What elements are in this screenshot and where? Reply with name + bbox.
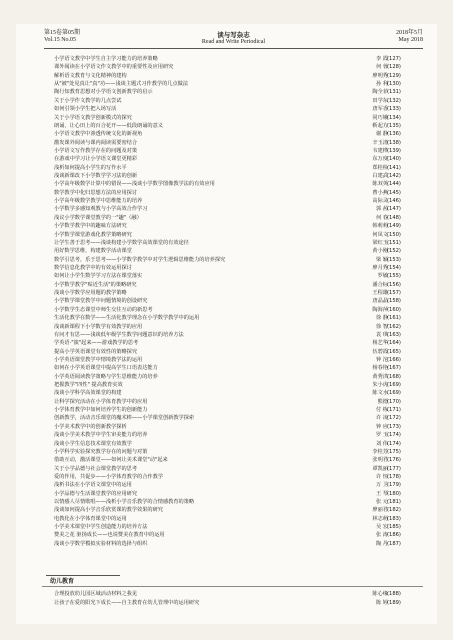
entry-page: (140) — [387, 156, 401, 163]
toc-entry — [54, 456, 423, 464]
entry-title: 浅谈新课程下小学数学有效教学的应用 — [54, 323, 143, 330]
toc-entry — [54, 406, 423, 414]
entry-author: 梁 颖 — [375, 256, 388, 263]
entry-title: 小学美术课堂中学生创造能力的培养方法 — [54, 524, 148, 531]
entry-title: 在游戏中学习让小学语文课堂更精彩 — [54, 156, 138, 163]
entry-author: 韩莉莉 — [372, 223, 388, 230]
entry-author: 林志萌 — [372, 515, 388, 522]
entry-page: (150) — [387, 231, 401, 238]
toc-entry — [54, 306, 423, 314]
entry-title: 提高小学英语课堂有效性的策略探究 — [54, 348, 138, 355]
entry-author: 万 卫 — [375, 482, 388, 489]
entry-author: 王程雄 — [372, 290, 388, 297]
toc-entry — [54, 297, 423, 305]
entry-title: 浅谈如何提高小学音乐欣赏课的教学效果的研究 — [54, 507, 163, 514]
entry-author: 同巧娥 — [372, 114, 388, 121]
entry-author: 郭 茜 — [375, 206, 388, 213]
entry-page: (134) — [387, 114, 401, 121]
journal-title — [44, 32, 423, 46]
entry-page: (136) — [387, 131, 401, 138]
entry-author: 张 元 — [375, 499, 388, 506]
entry-title: 赞美之花 驱扬成长——也说赞美在教育中的运用 — [54, 532, 165, 539]
entry-author: 田学东 — [372, 97, 388, 104]
entry-author: 廖月秀 — [372, 264, 388, 271]
section-heading: 幼儿教育 — [46, 575, 120, 588]
entry-page: (174) — [387, 432, 401, 439]
entry-author: 白建武 — [372, 173, 388, 180]
entry-author: 黄秀洪 — [372, 373, 388, 380]
entry-title: 小学体育教学中如何培养学生的创新能力 — [54, 407, 148, 414]
entry-page: (189) — [387, 600, 401, 606]
entry-author: 袁 琪 — [375, 331, 388, 338]
toc-entry — [54, 540, 423, 548]
entry-page: (170) — [387, 398, 401, 405]
entry-page: (172) — [387, 415, 401, 422]
journal-title-en: Read and Write Periodical — [201, 39, 266, 45]
entry-page: (185) — [387, 524, 401, 531]
toc-entry — [54, 448, 423, 456]
entry-title: 浅析如何提高小学生的写作水平 — [54, 164, 127, 171]
toc-entry — [54, 272, 423, 280]
toc-entry — [54, 88, 423, 96]
toc-entry — [54, 222, 423, 230]
entry-title: 小学数学生态课堂中师生交往互动的新思考 — [54, 306, 153, 313]
entry-author: 付 栋 — [375, 407, 388, 414]
entry-author: 陈心缘 — [372, 591, 388, 597]
toc-entry — [54, 414, 423, 422]
entry-title: 小学英语课堂教学中情境教学法的运用 — [54, 356, 143, 363]
page-header — [44, 30, 423, 46]
toc-entry — [54, 172, 423, 180]
entry-author: 吴 宏 — [375, 524, 388, 531]
entry-page: (128) — [387, 64, 401, 71]
entry-author: 东万度 — [372, 156, 388, 163]
toc-entry — [54, 423, 423, 431]
entry-page: (169) — [387, 390, 401, 397]
entry-author: 王 琴 — [375, 490, 388, 497]
entry-title: 让科学探究活动在小学体育教学中的应用 — [54, 398, 148, 405]
entry-page: (141) — [387, 164, 401, 171]
entry-author: 唐晶晶 — [372, 298, 388, 305]
section-table-of-contents — [54, 590, 423, 608]
entry-title: 小学数学多感知观教与小学高效合作学习 — [54, 206, 148, 213]
toc-entry — [54, 214, 423, 222]
entry-page: (176) — [387, 457, 401, 464]
entry-title: 合理投放幼儿园区域活动材料之我见 — [54, 591, 138, 597]
date-cn: 2018年5月 — [395, 30, 423, 36]
entry-page: (188) — [387, 591, 401, 597]
entry-title: 如何引领小学生把入场写活 — [54, 106, 117, 113]
entry-title: 课外阅读在小学语文作文教学中的重要性及应用研究 — [54, 64, 174, 71]
entry-author: 钟 应 — [375, 423, 388, 430]
toc-entry — [54, 398, 423, 406]
entry-title: 小学语文教学中渗透传统文化的新视角 — [54, 131, 143, 138]
entry-page: (174) — [387, 440, 401, 447]
entry-author: 唐军香 — [372, 106, 388, 113]
toc-entry — [54, 289, 423, 297]
entry-author: 徐 静 — [375, 315, 388, 322]
toc-entry — [54, 515, 423, 523]
entry-author: 张明君 — [372, 457, 388, 464]
issue-en: Vol.15 No.05 — [44, 37, 77, 43]
toc-entry — [54, 431, 423, 439]
entry-author: 钟 沱 — [375, 356, 388, 363]
toc-entry — [54, 256, 423, 264]
entry-author: 谢 静 — [375, 131, 388, 138]
entry-title: 数学信息化教学中的有效运用探讨 — [54, 264, 132, 271]
toc-entry — [54, 599, 423, 608]
toc-entry — [54, 498, 423, 506]
toc-entry — [54, 197, 423, 205]
toc-entry — [54, 139, 423, 147]
entry-page: (154) — [387, 264, 401, 271]
entry-author: 杨春艳 — [372, 365, 388, 372]
entry-author: 陈双英 — [372, 181, 388, 188]
toc-entry — [54, 389, 423, 397]
toc-entry — [54, 314, 423, 322]
entry-page: (127) — [387, 56, 401, 62]
toc-entry — [54, 348, 423, 356]
toc-entry — [54, 490, 423, 498]
entry-title: 解析语文教育与文化精神的建构 — [54, 72, 127, 79]
entry-title: 小学数学教学"贴近生活"的策略研究 — [54, 281, 137, 288]
toc-entry — [54, 506, 423, 514]
toc-entry — [54, 130, 423, 138]
toc-entry — [54, 381, 423, 389]
toc-entry — [54, 147, 423, 155]
entry-title: 陶行知教育思想对小学语文创新教学的启示 — [54, 89, 153, 96]
entry-page: (156) — [387, 281, 401, 288]
entry-page: (155) — [387, 273, 401, 280]
toc-entry — [54, 189, 423, 197]
toc-entry — [54, 523, 423, 531]
entry-author: 韦建桦 — [372, 147, 388, 154]
entry-page: (162) — [387, 323, 401, 330]
toc-entry — [54, 164, 423, 172]
entry-author: 孙 利 — [375, 81, 388, 88]
entry-page: (160) — [387, 306, 401, 313]
entry-page: (180) — [387, 490, 401, 497]
entry-author: 许 恒 — [375, 473, 388, 480]
entry-author: 陶全菲 — [372, 89, 388, 96]
entry-author: 何凤文 — [372, 231, 388, 238]
toc-entry — [54, 323, 423, 331]
toc-entry — [54, 356, 423, 364]
entry-title: 让学生善于思考——浅谈构建小学数学高效课堂的有效途径 — [54, 239, 189, 246]
entry-page: (146) — [387, 198, 401, 205]
entry-author: 罗敏 — [377, 273, 388, 280]
entry-author: 张 涛 — [375, 532, 388, 539]
date-en: May 2018 — [398, 37, 423, 43]
entry-page: (138) — [387, 139, 401, 146]
entry-page: (129) — [387, 72, 401, 79]
entry-page: (168) — [387, 373, 401, 380]
entry-author: 伍碧霞 — [372, 348, 388, 355]
entry-title: 学英语·"演"起来——游戏教学的思考 — [54, 340, 139, 347]
entry-title: 数学引思考，乐于思考——小学数学教学中对学生逻辑思维能力的培养探究 — [54, 256, 226, 263]
entry-page: (157) — [387, 290, 401, 297]
entry-title: 如何在小学英语课堂中提高学生口语表达能力 — [54, 365, 158, 372]
entry-page: (158) — [387, 298, 401, 305]
entry-page: (161) — [387, 315, 401, 322]
entry-author: 郑桂检 — [372, 164, 388, 171]
toc-entry — [54, 231, 423, 239]
toc-entry — [54, 97, 423, 105]
toc-entry — [54, 180, 423, 188]
entry-title: 浅议小学数学课堂教学的一"趣"（融） — [54, 214, 142, 221]
toc-entry — [54, 473, 423, 481]
entry-title: 浅谈小学科学高效课堂的构建 — [54, 390, 122, 397]
entry-title: 爱的作用，共促步——小学体育教学的合作教学 — [54, 473, 163, 480]
entry-title: 激发课外阅读与课内阅读需要密结合 — [54, 139, 138, 146]
entry-title: 小学英语阅读教学策略与学生思维能力的培养 — [54, 373, 158, 380]
entry-title: 浅析书法在小学语文课堂中的运用 — [54, 482, 132, 489]
entry-page: (148) — [387, 214, 401, 221]
entry-page: (133) — [387, 106, 401, 113]
entry-title: 浅谈小学数学模拟实验材料的选择与组织 — [54, 540, 148, 547]
entry-author: 廖明秀 — [372, 72, 388, 79]
entry-title: 创新教学，活动音乐课堂的魔术棒——小学课堂创新教学探索 — [54, 415, 195, 422]
entry-title: 浅谈小学数学应用题的教学策略 — [54, 290, 127, 297]
entry-page: (166) — [387, 356, 401, 363]
entry-title: 让孩子在爱的阳光下成长——自主教育在幼儿管理中的运用研究 — [54, 600, 200, 606]
entry-title: 小学数学教学中的趣味方法研究 — [54, 223, 127, 230]
entry-title: 数学教学中化归思想方法的应用探讨 — [54, 189, 138, 196]
toc-entry — [54, 55, 423, 63]
toc-entry — [54, 247, 423, 255]
toc-entry — [54, 440, 423, 448]
entry-page: (131) — [387, 89, 401, 96]
toc-entry — [54, 264, 423, 272]
table-of-contents — [54, 55, 423, 548]
entry-page: (151) — [387, 239, 401, 246]
entry-page: (169) — [387, 382, 401, 389]
entry-author: 李桂芳 — [372, 448, 388, 455]
toc-entry — [54, 331, 423, 339]
entry-author: 罗 玉 — [375, 432, 388, 439]
entry-title: 朗诵，让心田上的百合花开——低段朗诵的意义 — [54, 122, 163, 129]
entry-title: 生活化教学在数学——生活化教学理念在小学数学教学中的运用 — [54, 315, 200, 322]
entry-page: (182) — [387, 507, 401, 514]
entry-author: 刘 伟 — [375, 440, 388, 447]
entry-title: 小学高年级数学计算中的错误——浅谈小学数学图像教学法的有效应用 — [54, 181, 215, 188]
entry-author: 曹小燕 — [372, 189, 388, 196]
entry-title: 小学数学课堂游戏化教学策略研究 — [54, 231, 132, 238]
entry-title: 浅谈小学美术教学中学生审美能力的培养 — [54, 432, 148, 439]
section-divider — [42, 586, 423, 587]
entry-page: (142) — [387, 173, 401, 180]
entry-author: 梁红玉 — [372, 239, 388, 246]
entry-title: 浅谈小学生信息技术课堂有效教学 — [54, 440, 132, 447]
toc-entry — [54, 373, 423, 381]
entry-author: 杨艺华 — [372, 340, 388, 347]
entry-title: 以情感人尽情歌唱——浅析小学音乐教学的合情感教育的策略 — [54, 499, 195, 506]
entry-author: 谭凯丽 — [372, 465, 388, 472]
entry-author: 徐 智 — [375, 323, 388, 330]
entry-page: (132) — [387, 97, 401, 104]
entry-title: 小学高年级数学教学中思维能力的培养 — [54, 198, 143, 205]
entry-page: (164) — [387, 340, 401, 347]
toc-entry — [54, 465, 423, 473]
toc-entry — [54, 281, 423, 289]
toc-entry — [54, 105, 423, 113]
toc-entry — [54, 122, 423, 130]
toc-entry — [54, 205, 423, 213]
entry-author: 靳起方 — [372, 122, 388, 129]
entry-page: (130) — [387, 81, 401, 88]
toc-entry — [54, 80, 423, 88]
entry-title: 关于小学语文教学创新模式的探究 — [54, 114, 132, 121]
entry-title: 小学数学课堂教学中问题情境的创设研究 — [54, 298, 148, 305]
entry-page: (173) — [387, 423, 401, 430]
entry-page: (135) — [387, 122, 401, 129]
toc-entry — [54, 481, 423, 489]
entry-title: 关于小学作文教学的几点尝试 — [54, 97, 122, 104]
entry-title: 小学美术教学中的创新教学探析 — [54, 423, 127, 430]
entry-author: 朱小虎 — [372, 382, 388, 389]
entry-author: 何 蓉 — [375, 64, 388, 71]
issue-cn: 第15卷第05期 — [44, 30, 81, 36]
journal-title-cn: 读与写杂志 — [217, 31, 250, 39]
toc-entry — [54, 63, 423, 71]
entry-title: 电教化在小学体育课堂中的运用 — [54, 515, 127, 522]
toc-entry — [54, 114, 423, 122]
entry-title: 浅谈新课改下小学数学学习法的创新 — [54, 173, 138, 180]
entry-page: (144) — [387, 181, 401, 188]
entry-author: 许 凌 — [375, 415, 388, 422]
entry-page: (153) — [387, 256, 401, 263]
entry-page: (171) — [387, 407, 401, 414]
entry-page: (187) — [387, 540, 401, 547]
entry-author: 陶 丹 — [375, 540, 388, 547]
entry-author: 黄小刚 — [372, 248, 388, 255]
entry-title: 从"被"处见真让"真"功——浅谈主题式习作教学的几点做法 — [54, 81, 189, 88]
entry-title: 小学语文写作教学存在的问题及对策 — [54, 147, 138, 154]
entry-page: (152) — [387, 248, 401, 255]
entry-author: 李 霞 — [375, 56, 388, 62]
entry-author: 廖丽君 — [372, 507, 388, 514]
toc-entry — [54, 590, 423, 599]
entry-title: 如何让小学生数学学习方法在课堂落实 — [54, 273, 143, 280]
entry-title: 小学语文教学中学生自主学习能力的培养策略 — [54, 56, 158, 62]
entry-title: 用好数学思维，构建数学活动课堂 — [54, 248, 132, 255]
entry-author: 熊德 — [377, 398, 388, 405]
entry-title: 关于小学品德与社会课堂教学的思考 — [54, 465, 138, 472]
toc-entry — [54, 364, 423, 372]
entry-page: (186) — [387, 532, 401, 539]
entry-page: (163) — [387, 331, 401, 338]
entry-page: (145) — [387, 189, 401, 196]
entry-page: (147) — [387, 206, 401, 213]
entry-title: 把握教学"四性" 提高教育实效 — [54, 382, 123, 389]
entry-title: 借助互动，激活课堂——如何让美术课堂"动"起来 — [54, 457, 168, 464]
entry-page: (179) — [387, 482, 401, 489]
entry-page: (175) — [387, 448, 401, 455]
entry-page: (149) — [387, 223, 401, 230]
entry-author: 陶海萍 — [372, 306, 388, 313]
entry-title: 小学品德与生活课堂教学的应用研究 — [54, 490, 138, 497]
entry-author: 陈文水 — [372, 390, 388, 397]
entry-page: (167) — [387, 365, 401, 372]
entry-author: 陈 婷 — [375, 600, 388, 606]
entry-author: 辛玉清 — [372, 139, 388, 146]
entry-page: (181) — [387, 499, 401, 506]
header-divider — [44, 48, 423, 49]
entry-page: (177) — [387, 465, 401, 472]
entry-page: (178) — [387, 473, 401, 480]
toc-entry — [54, 531, 423, 539]
toc-entry — [54, 155, 423, 163]
entry-page: (139) — [387, 147, 401, 154]
entry-author: 高际灵 — [372, 198, 388, 205]
entry-title: 小学科学实验探究教学存在的问题与对策 — [54, 448, 148, 455]
entry-author: 何 春 — [375, 214, 388, 221]
entry-page: (183) — [387, 515, 401, 522]
toc-entry — [54, 239, 423, 247]
toc-entry — [54, 72, 423, 80]
issue-date — [396, 30, 423, 44]
entry-title: 有问才有思——浅谈低年级学生数学问题意识的培养方法 — [54, 331, 184, 338]
entry-page: (165) — [387, 348, 401, 355]
toc-entry — [54, 339, 423, 347]
entry-author: 潘合标 — [372, 281, 388, 288]
